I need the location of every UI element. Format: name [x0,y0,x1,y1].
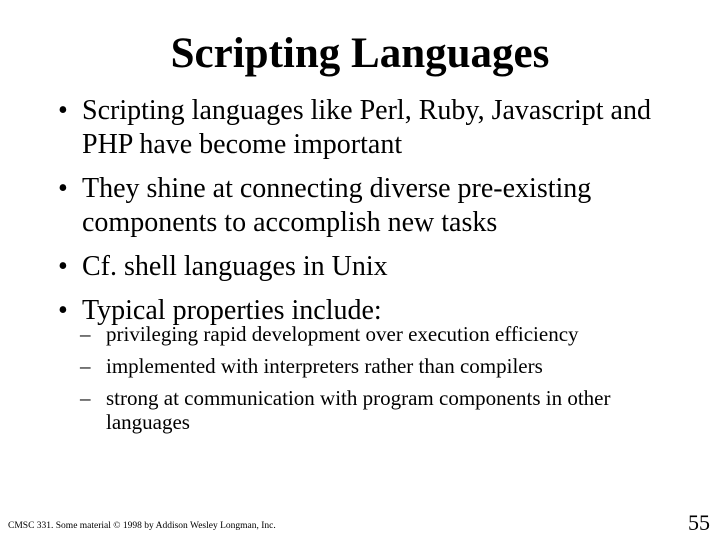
bullet-text: Typical properties include: [82,295,382,326]
subbullet-item [80,386,680,434]
bullet-text: Scripting languages like Perl, Ruby, Javascript and PHP have become important [82,95,651,160]
bullet-icon: • [58,173,68,204]
bullet-icon: • [58,95,68,126]
subbullet-text: implemented with interpreters rather than compilers [106,354,543,378]
bullet-item [58,250,698,284]
dash-icon: – [80,354,91,378]
footer-copyright: CMSC 331. Some material © 1998 by Addison Wesley Longman, Inc. [8,521,276,531]
bullet-text: Cf. shell languages in Unix [82,251,388,282]
bullet-item [58,172,698,240]
bullet-icon: • [58,251,68,282]
subbullet-item [80,354,680,378]
dash-icon: – [80,322,91,346]
dash-icon: – [80,386,91,410]
subbullet-text: privileging rapid development over execution efficiency [106,322,579,346]
subbullet-list [80,322,680,442]
subbullet-item [80,322,680,346]
page-number: 55 [688,510,710,535]
bullet-list [58,94,698,338]
slide-title: Scripting Languages [170,30,550,77]
subbullet-text: strong at communication with program components in other languages [106,386,611,434]
bullet-icon: • [58,295,68,326]
bullet-text: They shine at connecting diverse pre-existing components to accomplish new tasks [82,173,592,238]
bullet-item [58,94,698,162]
